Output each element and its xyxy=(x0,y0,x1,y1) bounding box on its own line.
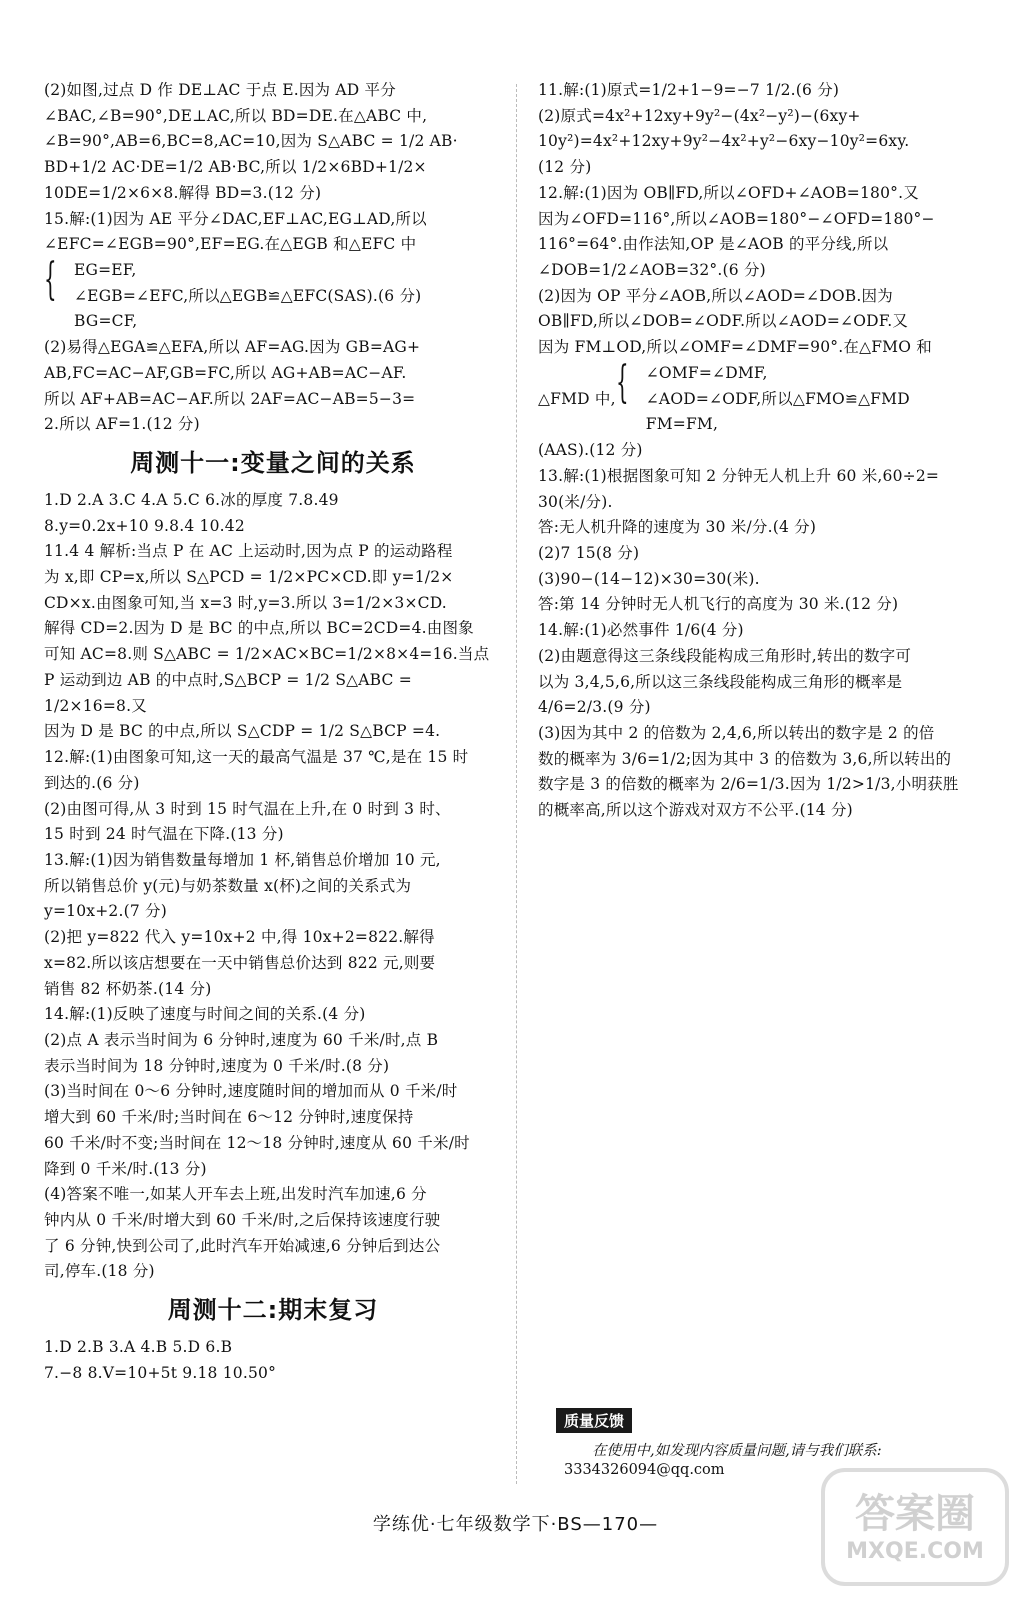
text-line: 4/6=2/3.(9 分) xyxy=(538,698,651,717)
system-row: ∠EGB=∠EFC,所以△EGB≌△EFC(SAS).(6 分) xyxy=(74,286,422,305)
text-line: 15 时到 24 时气温在下降.(13 分) xyxy=(44,825,284,844)
text-line: 7.−8 8.V=10+5t 9.18 10.50° xyxy=(44,1363,277,1382)
text-line: 11.4 4 解析:当点 P 在 AC 上运动时,因为点 P 的运动路程 xyxy=(44,542,453,561)
text-line: (2)由题意得这三条线段能构成三角形时,转出的数字可 xyxy=(538,646,912,665)
text-line: 30(米/分). xyxy=(538,492,613,511)
text-line: ∠BAC,∠B=90°,DE⊥AC,所以 BD=DE.在△ABC 中, xyxy=(44,106,428,125)
text-line: AB,FC=AC−AF,GB=FC,所以 AG+AB=AC−AF. xyxy=(44,363,407,382)
text-line: (12 分) xyxy=(538,158,592,177)
text-line: (2)把 y=822 代入 y=10x+2 中,得 10x+2=822.解得 xyxy=(44,928,435,947)
text-line: (2)原式=4x²+12xy+9y²−(4x²−y²)−(6xy+ xyxy=(538,106,861,125)
equation-system xyxy=(538,356,1006,438)
text-line: 以为 3,4,5,6,所以这三条线段能构成三角形的概率是 xyxy=(538,672,903,691)
system-row: BG=CF, xyxy=(74,312,138,331)
text-line: 11.解:(1)原式=1/2+1−9=−7 1/2.(6 分) xyxy=(538,81,840,99)
system-row: FM=FM, xyxy=(645,415,719,434)
section-title-week11: 周测十一:变量之间的关系 xyxy=(130,449,416,478)
brace-icon: { xyxy=(44,254,57,306)
text-line: (2)易得△EGA≌△EFA,所以 AF=AG.因为 GB=AG+ xyxy=(44,338,421,357)
text-line: x=82.所以该店想要在一天中销售总价达到 822 元,则要 xyxy=(44,953,436,972)
text-line: OB∥FD,所以∠DOB=∠ODF.所以∠AOD=∠ODF.又 xyxy=(538,312,909,331)
watermark-logo xyxy=(821,1468,1009,1586)
text-line: 因为 FM⊥OD,所以∠OMF=∠DMF=90°.在△FMO 和 xyxy=(538,338,932,357)
text-line: 降到 0 千米/时.(13 分) xyxy=(44,1159,207,1178)
text-line: 116°=64°.由作法知,OP 是∠AOB 的平分线,所以 xyxy=(538,235,889,254)
text-line: (3)因为其中 2 的倍数为 2,4,6,所以转出的数字是 2 的倍 xyxy=(538,723,935,742)
text-line: (2)因为 OP 平分∠AOB,所以∠AOD=∠DOB.因为 xyxy=(538,286,893,305)
text-line: ∠DOB=1/2∠AOB=32°.(6 分) xyxy=(538,261,766,280)
text-line: 所以销售总价 y(元)与奶茶数量 x(杯)之间的关系式为 xyxy=(44,876,412,895)
text-line: 数的概率为 3/6=1/2;因为其中 3 的倍数为 3,6,所以转出的 xyxy=(538,749,952,768)
right-column xyxy=(538,78,1006,824)
text-line: 增大到 60 千米/时;当时间在 6～12 分钟时,速度保持 xyxy=(44,1108,414,1127)
left-column xyxy=(44,78,502,1386)
text-line: 14.解:(1)必然事件 1/6(4 分) xyxy=(538,621,744,640)
text-line: (2)如图,过点 D 作 DE⊥AC 于点 E.因为 AD 平分 xyxy=(44,81,396,99)
text-line: 2.所以 AF=1.(12 分) xyxy=(44,415,200,434)
text-line: CD×x.由图象可知,当 x=3 时,y=3.所以 3=1/2×3×CD. xyxy=(44,593,447,612)
feedback-tag: 质量反馈 xyxy=(556,1408,632,1433)
text-line: 解得 CD=2.因为 D 是 BC 的中点,所以 BC=2CD=4.由图象 xyxy=(44,619,474,638)
text-line: 可知 AC=8.则 S△ABC = 1/2×AC×BC=1/2×8×4=16.当点 xyxy=(44,645,490,664)
text-line: 钟内从 0 千米/时增大到 60 千米/时,之后保持该速度行驶 xyxy=(44,1211,441,1230)
text-line: P 运动到边 AB 的中点时,S△BCP = 1/2 S△ABC = 1/2×16=8.又 xyxy=(44,670,412,715)
text-line: 13.解:(1)因为销售数量每增加 1 杯,销售总价增加 10 元, xyxy=(44,850,441,869)
system-row: EG=EF, xyxy=(74,261,137,280)
text-line: 60 千米/时不变;当时间在 12～18 分钟时,速度从 60 千米/时 xyxy=(44,1133,470,1152)
text-line: 1.D 2.A 3.C 4.A 5.C 6.冰的厚度 7.8.49 xyxy=(44,490,339,509)
system-prefix: △FMD 中, xyxy=(538,389,616,408)
text-line: (2)点 A 表示当时间为 6 分钟时,速度为 60 千米/时,点 B xyxy=(44,1030,439,1049)
watermark-text: 答案圈 xyxy=(855,1491,975,1537)
text-line: (3)90−(14−12)×30=30(米). xyxy=(538,569,760,588)
text-line: 14.解:(1)反映了速度与时间之间的关系.(4 分) xyxy=(44,1005,366,1024)
text-line: 的概率高,所以这个游戏对双方不公平.(14 分) xyxy=(538,801,853,820)
equation-system xyxy=(44,254,502,335)
text-line: 8.y=0.2x+10 9.8.4 10.42 xyxy=(44,516,245,535)
text-line: 12.解:(1)因为 OB∥FD,所以∠OFD+∠AOB=180°.又 xyxy=(538,183,919,202)
section-title-week12: 周测十二:期末复习 xyxy=(167,1296,379,1325)
text-line: 10y²)=4x²+12xy+9y²−4x²+y²−6xy−10y²=6xy. xyxy=(538,132,910,151)
text-line: 因为∠OFD=116°,所以∠AOB=180°−∠OFD=180°− xyxy=(538,209,935,228)
text-line: 所以 AF+AB=AC−AF.所以 2AF=AC−AB=5−3= xyxy=(44,389,416,408)
text-line: 答:无人机升降的速度为 30 米/分.(4 分) xyxy=(538,518,817,537)
text-line: (4)答案不唯一,如某人开车去上班,出发时汽车加速,6 分 xyxy=(44,1185,427,1204)
text-line: 销售 82 杯奶茶.(14 分) xyxy=(44,979,212,998)
system-row: ∠OMF=∠DMF, xyxy=(645,363,768,382)
watermark-url: MXQE.COM xyxy=(846,1539,984,1564)
text-line: 答:第 14 分钟时无人机飞行的高度为 30 米.(12 分) xyxy=(538,595,899,614)
text-line: y=10x+2.(7 分) xyxy=(44,902,167,921)
text-line: 1.D 2.B 3.A 4.B 5.D 6.B xyxy=(44,1338,233,1356)
text-line: (3)当时间在 0～6 分钟时,速度随时间的增加而从 0 千米/时 xyxy=(44,1082,458,1101)
text-line: 为 x,即 CP=x,所以 S△PCD = 1/2×PC×CD.即 y=1/2× xyxy=(44,568,454,587)
system-row: ∠AOD=∠ODF,所以△FMO≌△FMD xyxy=(645,389,910,408)
feedback-email: 3334326094@qq.com xyxy=(564,1462,725,1478)
feedback-text: 在使用中,如发现内容质量问题,请与我们联系: xyxy=(592,1443,882,1459)
text-line: 15.解:(1)因为 AE 平分∠DAC,EF⊥AC,EG⊥AD,所以 xyxy=(44,209,427,228)
text-line: 12.解:(1)由图象可知,这一天的最高气温是 37 ℃,是在 15 时 xyxy=(44,748,469,767)
text-line: (2)由图可得,从 3 时到 15 时气温在上升,在 0 时到 3 时、 xyxy=(44,799,451,818)
column-divider xyxy=(516,84,517,1484)
text-line: 13.解:(1)根据图象可知 2 分钟无人机上升 60 米,60÷2= xyxy=(538,466,940,485)
text-line: 数字是 3 的倍数的概率为 2/6=1/3.因为 1/2>1/3,小明获胜 xyxy=(538,775,959,794)
text-line: 到达的.(6 分) xyxy=(44,773,140,792)
text-line: 因为 D 是 BC 的中点,所以 S△CDP = 1/2 S△BCP =4. xyxy=(44,722,441,741)
text-line: BD+1/2 AC·DE=1/2 AB·BC,所以 1/2×6BD+1/2× xyxy=(44,158,427,177)
text-line: 表示当时间为 18 分钟时,速度为 0 千米/时.(8 分) xyxy=(44,1056,390,1075)
text-line: 10DE=1/2×6×8.解得 BD=3.(12 分) xyxy=(44,183,322,202)
text-line: (2)7 15(8 分) xyxy=(538,543,640,562)
text-line: 司,停车.(18 分) xyxy=(44,1262,155,1281)
text-line: (AAS).(12 分) xyxy=(538,441,643,460)
text-line: ∠EFC=∠EGB=90°,EF=EG.在△EGB 和△EFC 中 xyxy=(44,235,417,254)
page-footer: 学练优·七年级数学下·BS—170— xyxy=(372,1514,659,1535)
brace-icon: { xyxy=(615,356,629,408)
text-line: 了 6 分钟,快到公司了,此时汽车开始减速,6 分钟后到达公 xyxy=(44,1236,441,1255)
text-line: ∠B=90°,AB=6,BC=8,AC=10,因为 S△ABC = 1/2 AB· xyxy=(44,132,458,151)
